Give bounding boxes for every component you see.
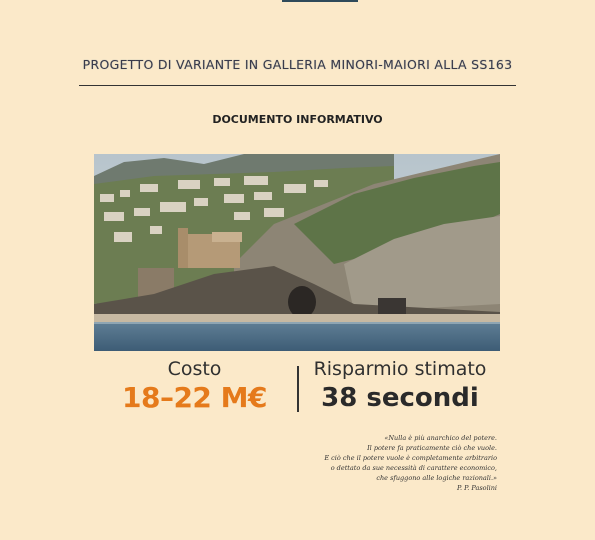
cost-value: 18–22 M€ <box>121 381 268 414</box>
coastline-illustration <box>94 154 500 351</box>
quote-line: «Nulla è più anarchico del potere. <box>384 434 497 442</box>
quote-line: Il potere fa praticamente ciò che vuole. <box>367 444 497 452</box>
saving-block <box>300 357 500 415</box>
pasolini-quote <box>257 433 497 493</box>
quote-line: o dettato da sue necessità di carattere economico, <box>330 464 497 472</box>
cost-label: Costo <box>167 358 222 380</box>
saving-value: 38 secondi <box>321 383 479 413</box>
top-accent-line <box>282 0 358 2</box>
quote-line: che sfuggono alle logiche razionali.» <box>376 474 497 482</box>
document-subtitle: DOCUMENTO INFORMATIVO <box>212 113 383 126</box>
cost-block <box>94 357 295 415</box>
title-rule <box>79 85 516 86</box>
document-title: PROGETTO DI VARIANTE IN GALLERIA MINORI-MAIORI ALLA SS163 <box>82 57 513 72</box>
quote-author: P. P. Pasolini <box>456 484 497 492</box>
quote-line: E ciò che il potere vuole è completamente arbitrario <box>324 454 497 462</box>
saving-label: Risparmio stimato <box>313 358 487 380</box>
project-stats <box>94 352 500 417</box>
coastline-photo <box>94 154 500 351</box>
stats-divider <box>297 366 299 412</box>
